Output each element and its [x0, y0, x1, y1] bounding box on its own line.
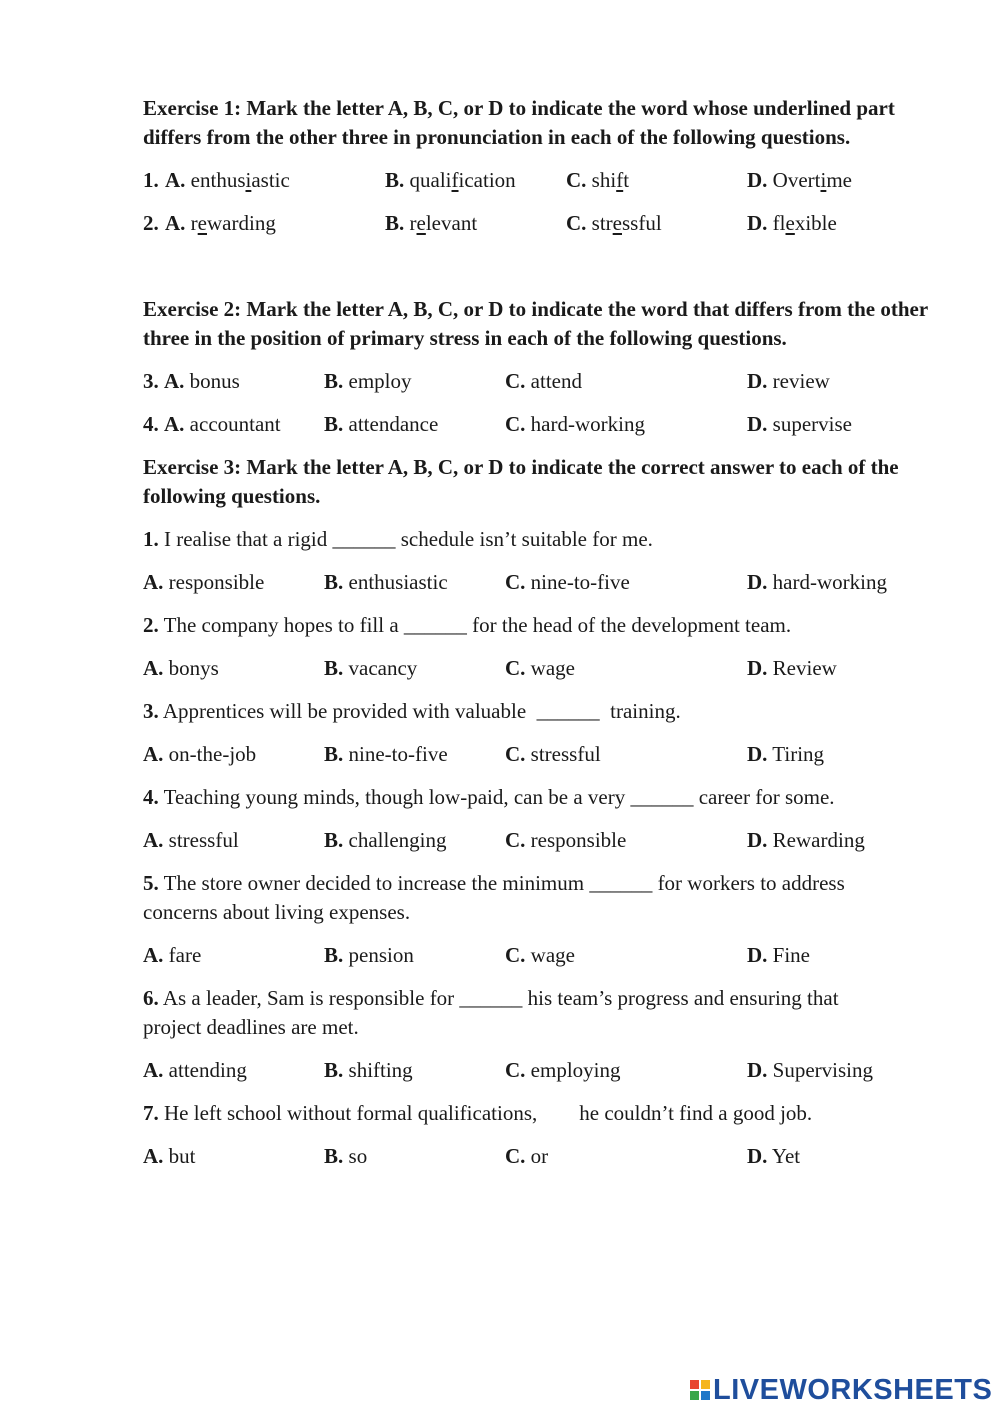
question-stem: 4. Teaching young minds, though low-paid, can be a very ______ career for some.	[143, 785, 835, 809]
logo-square-yellow	[701, 1380, 710, 1389]
option-d[interactable]: D. Yet	[747, 1144, 801, 1168]
exercise-2-heading: Exercise 2: Mark the letter A, B, C, or D to indicate the word that differs from the other three in the position of primary stress in each of the following questions.	[143, 297, 928, 350]
option-b[interactable]: B. attendance	[324, 412, 439, 436]
question-stem: 1. I realise that a rigid ______ schedule isn’t suitable for me.	[143, 527, 653, 551]
answer-row	[143, 941, 933, 970]
option-a[interactable]: A. but	[143, 1144, 196, 1168]
option-d[interactable]: D. Supervising	[747, 1058, 874, 1082]
question-stem: 7. He left school without formal qualifications, he couldn’t find a good job.	[143, 1101, 813, 1125]
option-c[interactable]: C. hard-working	[505, 412, 645, 436]
option-c[interactable]: C. stressful	[566, 211, 662, 235]
logo-square-red	[690, 1380, 699, 1389]
option-c[interactable]: C. or	[505, 1144, 549, 1168]
question-number: 2.	[143, 211, 159, 235]
option-c[interactable]: C. attend	[505, 369, 582, 393]
option-b[interactable]: B. so	[324, 1144, 368, 1168]
question-stem: 3. Apprentices will be provided with valuable ______ training.	[143, 699, 681, 723]
answer-row	[143, 1056, 933, 1085]
option-d[interactable]: D. supervise	[747, 412, 852, 436]
option-a[interactable]: 3. A. bonus	[143, 369, 240, 393]
answer-row	[143, 654, 933, 683]
option-d[interactable]: D. flexible	[747, 211, 837, 235]
option-b[interactable]: B. challenging	[324, 828, 447, 852]
question-4-row	[143, 410, 933, 439]
option-a[interactable]: A. on-the-job	[143, 742, 257, 766]
question-stem: 6. As a leader, Sam is responsible for ______ his team’s progress and ensuring that project deadlines are met.	[143, 986, 839, 1039]
option-b[interactable]: B. pension	[324, 943, 414, 967]
option-b[interactable]: B. enthusiastic	[324, 570, 448, 594]
exercise-3-heading: Exercise 3: Mark the letter A, B, C, or D to indicate the correct answer to each of the following questions.	[143, 455, 899, 508]
question-2-row	[143, 209, 933, 238]
liveworksheets-logo-text: LIVEWORKSHEETS	[713, 1373, 993, 1406]
question-1-row	[143, 166, 933, 195]
option-a[interactable]: A. enthusiastic	[165, 168, 290, 192]
option-d[interactable]: D. Tiring	[747, 742, 825, 766]
option-a[interactable]: A. rewarding	[165, 211, 276, 235]
option-a[interactable]: A. stressful	[143, 828, 239, 852]
option-b[interactable]: B. shifting	[324, 1058, 413, 1082]
option-c[interactable]: C. nine-to-five	[505, 570, 630, 594]
exercise-3-questions	[143, 525, 933, 1171]
option-c[interactable]: C. responsible	[505, 828, 627, 852]
liveworksheets-logo-icon	[690, 1380, 710, 1400]
option-b[interactable]: B. vacancy	[324, 656, 418, 680]
option-c[interactable]: C. wage	[505, 656, 575, 680]
question-stem: 2. The company hopes to fill a ______ for the head of the development team.	[143, 613, 792, 637]
option-d[interactable]: D. hard-working	[747, 570, 887, 594]
option-c[interactable]: C. employing	[505, 1058, 621, 1082]
option-a[interactable]: 4. A. accountant	[143, 412, 281, 436]
question-stem: 5. The store owner decided to increase the minimum ______ for workers to address concerns about living expenses.	[143, 871, 845, 924]
liveworksheets-logo	[690, 1372, 992, 1408]
option-b[interactable]: B. nine-to-five	[324, 742, 448, 766]
answer-row	[143, 826, 933, 855]
option-b[interactable]: B. qualification	[385, 168, 516, 192]
option-c[interactable]: C. stressful	[505, 742, 601, 766]
option-c[interactable]: C. shift	[566, 168, 630, 192]
option-b[interactable]: B. relevant	[385, 211, 478, 235]
option-d[interactable]: D. Overtime	[747, 168, 852, 192]
question-3-row	[143, 367, 933, 396]
option-c[interactable]: C. wage	[505, 943, 575, 967]
exercise-1-heading: Exercise 1: Mark the letter A, B, C, or D to indicate the word whose underlined part differs from the other three in pronunciation in each of the following questions.	[143, 96, 895, 149]
logo-square-green	[690, 1391, 699, 1400]
answer-row	[143, 1142, 933, 1171]
option-a[interactable]: A. bonys	[143, 656, 219, 680]
answer-row	[143, 568, 933, 597]
option-d[interactable]: D. Review	[747, 656, 837, 680]
option-a[interactable]: A. responsible	[143, 570, 265, 594]
option-a[interactable]: A. fare	[143, 943, 202, 967]
question-number: 1.	[143, 168, 159, 192]
option-d[interactable]: D. Fine	[747, 943, 811, 967]
option-a[interactable]: A. attending	[143, 1058, 247, 1082]
worksheet	[143, 94, 933, 1171]
option-b[interactable]: B. employ	[324, 369, 412, 393]
logo-square-blue	[701, 1391, 710, 1400]
answer-row	[143, 740, 933, 769]
option-d[interactable]: D. review	[747, 369, 830, 393]
option-d[interactable]: D. Rewarding	[747, 828, 865, 852]
